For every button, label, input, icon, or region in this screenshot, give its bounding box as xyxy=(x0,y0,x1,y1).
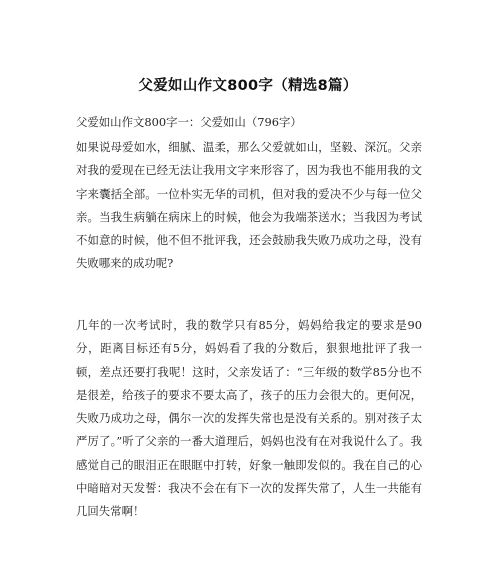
paragraph-1: 如果说母爱如水，细腻、温柔，那么父爱就如山，坚毅、深沉。父亲对我的爱现在已经无法让我用文字来形容了，因为我也不能用我的文字来囊括全部。一位朴实无华的司机，但对我的爱决不少与每一位父亲。当我生病躺在病床上的时候，他会为我端茶送水；当我因为考试不如意的时候，他不但不批评我，还会鼓励我失败乃成功之母，没有失败哪来的成功呢? xyxy=(76,140,422,271)
section-subtitle: 父爱如山作文800字一：父爱如山（796字） xyxy=(76,115,302,129)
page-title: 父爱如山作文800字（精选8篇） xyxy=(138,78,358,94)
paragraph-2: 几年的一次考试时，我的数学只有85分，妈妈给我定的要求是90分，距离目标还有5分，妈妈看了我的分数后，狠狠地批评了我一顿，差点还要打我呢！这时，父亲发话了：“三年级的数学85分也不是很差，给孩子的要求不要太高了，孩子的压力会很大的。更何况，失败乃成功之母，偶尔一次的发挥失常也是没有关系的。别对孩子太严厉了。”听了父亲的一番大道理后，妈妈也没有在对我说什么了。我感觉自己的眼泪正在眼眶中打转，好象一触即发似的。我在自己的心中暗暗对天发誓：我决不会在有下一次的发挥失常了，人生一共能有几回失常啊！ xyxy=(76,318,422,519)
